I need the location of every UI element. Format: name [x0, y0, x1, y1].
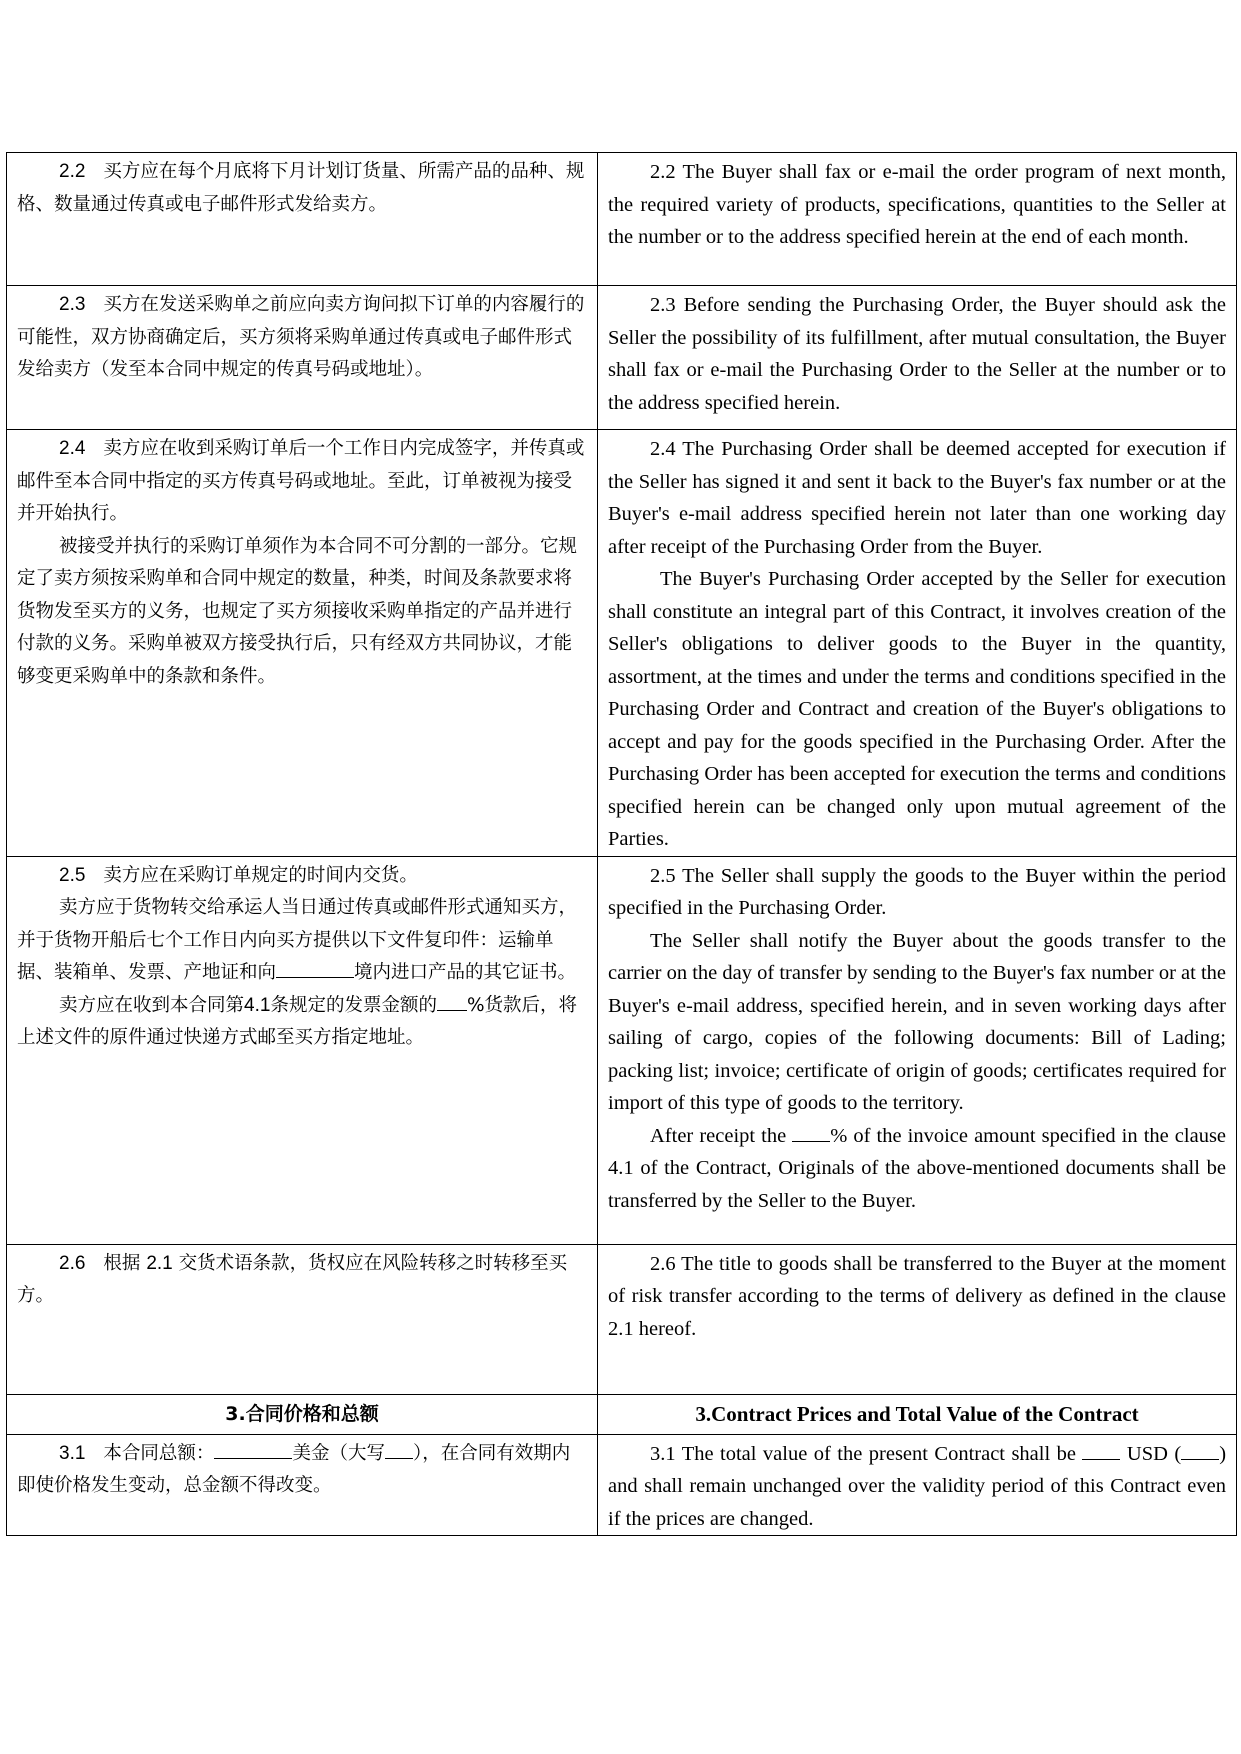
clause-reference: 4.1 — [244, 994, 271, 1016]
blank-country-field — [276, 957, 354, 978]
clause-row-2-3 — [7, 286, 1237, 430]
clause-2-6-chinese — [7, 1244, 598, 1394]
section-title-chinese: 3.合同价格和总额 — [7, 1394, 598, 1434]
clause-number: 2.4 — [59, 438, 86, 459]
clause-text: 2.4 The Purchasing Order shall be deemed accepted for execution if the Seller has signed it and sent it back to the Buyer's fax number or at the Buyer's e-mail address specified herein not later than one working day after receipt of the Purchasing Order from the Buyer. — [608, 438, 1226, 558]
clause-number: 2.5 — [59, 864, 86, 886]
clause-2-4-english — [598, 430, 1237, 857]
clause-text: 条规定的发票金额的 — [270, 994, 437, 1016]
clause-text: 卖方应于货物转交给承运人当日通过传真或邮件形式通知买方，并于货物开船后七个工作日内向买方提供以下文件复印件：运输单据、装箱单、发票、产地证和向 — [17, 897, 578, 983]
clause-text: The Buyer's Purchasing Order accepted by the Seller for execution shall constitute an integral part of this Contract, it involves creation of the Seller's obligations to deliver goods to the Buyer in the quantity, assortment, at the times and under the terms and conditions specified in the Purchasing Order and Contract and creation of the Buyer's obligations to accept and pay for the goods specified in the Purchasing Order. After the Purchasing Order has been accepted for execution the terms and conditions specified herein can be changed only upon mutual agreement of the Parties. — [608, 568, 1226, 850]
clause-3-1-chinese — [7, 1434, 598, 1536]
clause-number: 2.2 — [59, 161, 86, 182]
clause-reference: 2.1 — [146, 1252, 173, 1274]
clause-text: 交货术语条款，货权应在风险转移之时转移至买方。 — [17, 1252, 568, 1306]
clause-text: 根据 — [103, 1252, 141, 1274]
clause-text: After receipt the — [650, 1124, 787, 1147]
clause-2-5-english — [598, 856, 1237, 1244]
clause-row-2-2 — [7, 153, 1237, 286]
clause-text: 2.6 The title to goods shall be transferred to the Buyer at the moment of risk transfer according to the terms of delivery as defined in the clause 2.1 hereof. — [608, 1252, 1226, 1340]
clause-text: USD ( — [1126, 1442, 1182, 1465]
clause-2-4-chinese — [7, 430, 598, 857]
clause-text: 买方应在每个月底将下月计划订货量、所需产品的品种、规格、数量通过传真或电子邮件形式发给卖方。 — [17, 161, 585, 215]
clause-3-1-english — [598, 1434, 1237, 1536]
clause-row-3-1 — [7, 1434, 1237, 1536]
clause-text: 卖方应在收到本合同第 — [59, 994, 245, 1016]
clause-text: The Seller shall notify the Buyer about the goods transfer to the carrier on the day of transfer by sending to the Buyer's fax number or at the Buyer's e-mail address, specified herein, and in seven working days after sailing of cargo, copies of the following documents: Bill of Lading; packing list; invoice; certificate of origin of goods; certificates required for import of this type of goods to the territory. — [608, 929, 1226, 1114]
clause-number: 2.6 — [59, 1252, 86, 1274]
blank-percent-field — [792, 1121, 830, 1142]
clause-text: ) and shall remain unchanged over the validity period of this Contract even if the prices are changed. — [608, 1442, 1227, 1530]
clause-2-5-chinese — [7, 856, 598, 1244]
clause-2-2-english — [598, 153, 1237, 286]
clause-text: 被接受并执行的采购订单须作为本合同不可分割的一部分。它规定了卖方须按采购单和合同中规定的数量，种类，时间及条款要求将货物发至买方的义务，也规定了买方须接收采购单指定的产品并进行付款的义务。采购单被双方接受执行后，只有经双方共同协议，才能够变更采购单中的条款和条件。 — [17, 535, 578, 687]
clause-number: 3.1 — [59, 1442, 86, 1464]
clause-text: 美金（大写 — [292, 1442, 385, 1464]
section-3-heading-row — [7, 1394, 1237, 1434]
clause-row-2-4 — [7, 430, 1237, 857]
section-title-english: 3.Contract Prices and Total Value of the Contract — [598, 1394, 1237, 1434]
clause-text: 境内进口产品的其它证书。 — [354, 962, 577, 983]
blank-amount-words-field — [1181, 1439, 1219, 1460]
clause-row-2-6 — [7, 1244, 1237, 1394]
clause-text: 买方在发送采购单之前应向卖方询问拟下订单的内容履行的可能性，双方协商确定后，买方须将采购单通过传真或电子邮件形式发给卖方（发至本合同中规定的传真号码或地址）。 — [17, 294, 585, 380]
bilingual-contract-table — [6, 152, 1237, 1536]
blank-amount-field — [214, 1438, 292, 1459]
clause-text: 3.1 The total value of the present Contract shall be — [650, 1442, 1076, 1465]
clause-2-3-chinese — [7, 286, 598, 430]
blank-percent-field — [437, 990, 467, 1011]
clause-2-6-english — [598, 1244, 1237, 1394]
blank-amount-words-field — [385, 1438, 413, 1459]
clause-text: 2.2 The Buyer shall fax or e-mail the order program of next month, the required variety of products, specifications, quantities to the Seller at the number or to the address specified herein at the end of each month. — [608, 161, 1226, 248]
clause-text: %货款后，将上述文件的原件通过快递方式邮至买方指定地址。 — [17, 994, 578, 1048]
clause-2-3-english — [598, 286, 1237, 430]
blank-amount-field — [1082, 1439, 1120, 1460]
clause-text: ），在合同有效期内即使价格发生变动，总金额不得改变。 — [17, 1442, 571, 1496]
clause-text: 卖方应在收到采购订单后一个工作日内完成签字，并传真或邮件至本合同中指定的买方传真号码或地址。至此，订单被视为接受并开始执行。 — [17, 438, 585, 524]
clause-text: 2.3 Before sending the Purchasing Order, the Buyer should ask the Seller the possibility of its fulfillment, after mutual consultation, the Buyer shall fax or e-mail the Purchasing Order to the Seller at the number or to the address specified herein. — [608, 294, 1226, 414]
clause-number: 2.3 — [59, 294, 86, 315]
clause-row-2-5 — [7, 856, 1237, 1244]
clause-text: 本合同总额： — [103, 1442, 215, 1464]
clause-text: 2.5 The Seller shall supply the goods to the Buyer within the period specified in the Purchasing Order. — [608, 864, 1226, 919]
clause-text: 卖方应在采购订单规定的时间内交货。 — [103, 864, 418, 886]
clause-2-2-chinese — [7, 153, 598, 286]
clause-text: % of the invoice amount specified in the clause 4.1 of the Contract, Originals of the above-mentioned documents shall be transferred by the Seller to the Buyer. — [608, 1124, 1227, 1212]
